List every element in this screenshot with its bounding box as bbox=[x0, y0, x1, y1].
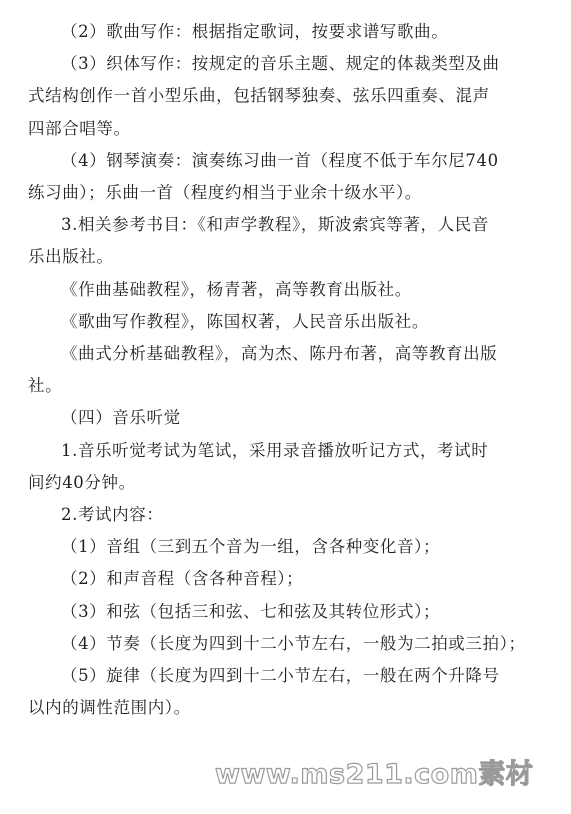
text-line: 社。 bbox=[28, 376, 63, 396]
text-line: 式结构创作一首小型乐曲，包括钢琴独奏、弦乐四重奏、混声 bbox=[28, 86, 490, 106]
text-line: 四部合唱等。 bbox=[28, 118, 131, 138]
text-line: 《歌曲写作教程》，陈国权著，人民音乐出版社。 bbox=[61, 311, 429, 331]
text-line: （4）钢琴演奏：演奏练习曲一首（程度不低于车尔尼740 bbox=[61, 150, 499, 170]
section-heading: （四）音乐听觉 bbox=[61, 408, 181, 428]
watermark: www.ms211.com素材 bbox=[215, 759, 534, 790]
text-line: （2）歌曲写作：根据指定歌词，按要求谱写歌曲。 bbox=[61, 22, 449, 41]
text-line: 2.考试内容： bbox=[61, 505, 164, 525]
text-line: 3.相关参考书目：《和声学教程》，斯波索宾等著，人民音 bbox=[61, 215, 489, 235]
text-line: （2）和声音程（含各种音程）； bbox=[61, 569, 304, 589]
text-line: 《作曲基础教程》，杨青著，高等教育出版社。 bbox=[61, 279, 412, 299]
text-line: （3）和弦（包括三和弦、七和弦及其转位形式）； bbox=[61, 601, 441, 621]
text-line: 练习曲）；乐曲一首（程度约相当于业余十级水平）。 bbox=[28, 183, 422, 203]
text-line: 乐出版社。 bbox=[28, 247, 114, 267]
text-line: 间约40分钟。 bbox=[28, 472, 136, 492]
text-line: （3）织体写作：按规定的音乐主题、规定的体裁类型及曲 bbox=[61, 54, 500, 74]
text-line: 以内的调性范围内）。 bbox=[28, 698, 191, 718]
text-line: （1）音组（三到五个音为一组，含各种变化音）； bbox=[61, 537, 441, 557]
text-line: 《曲式分析基础教程》，高为杰、陈丹布著，高等教育出版 bbox=[61, 344, 498, 364]
text-line: 1.音乐听觉考试为笔试，采用录音播放听记方式，考试时 bbox=[61, 440, 489, 460]
text-line: （4）节奏（长度为四到十二小节左右，一般为二拍或三拍）； bbox=[61, 633, 526, 653]
text-line: （5）旋律（长度为四到十二小节左右，一般在两个升降号 bbox=[61, 666, 500, 686]
